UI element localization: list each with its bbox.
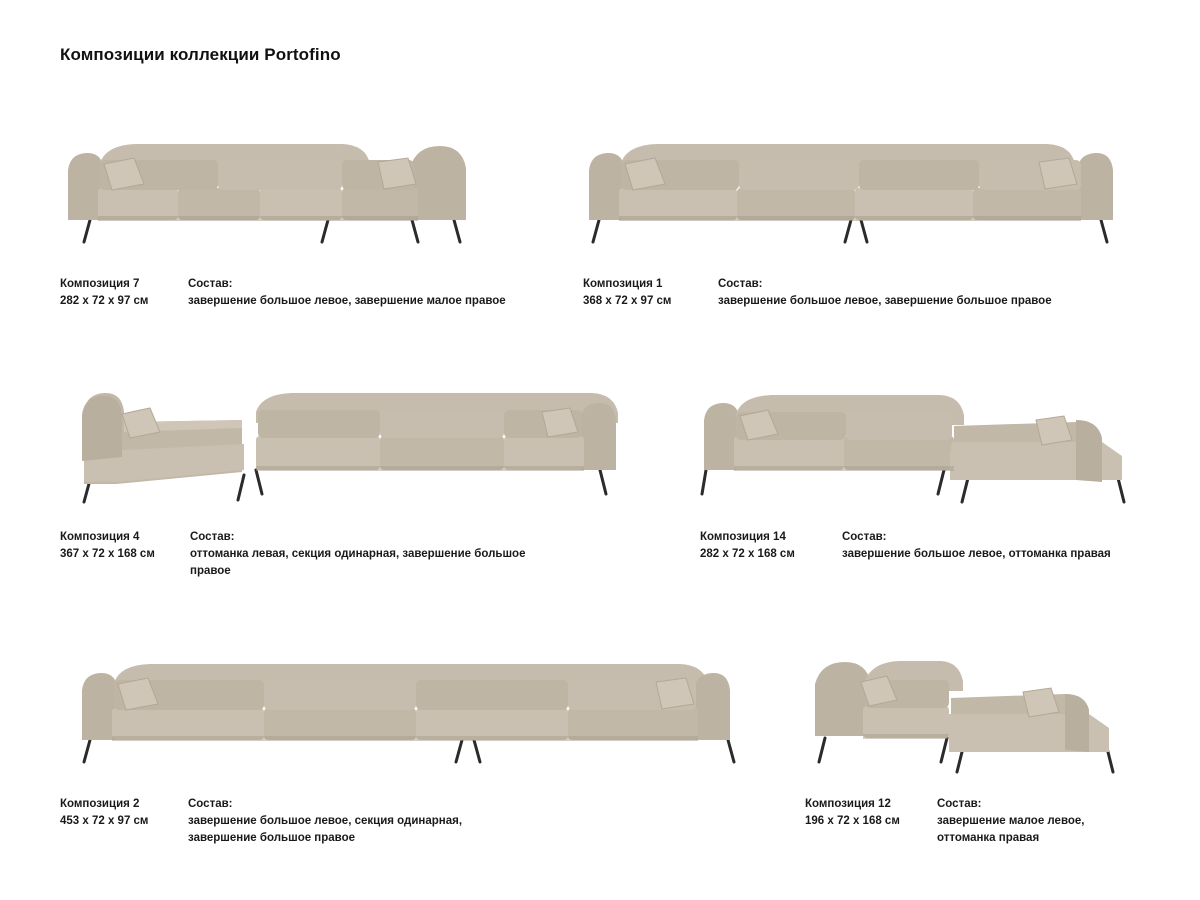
sofa-drawing-comp-12 (805, 650, 1135, 775)
sofa-drawing-comp-14 (700, 370, 1140, 510)
composition-block-2 (60, 650, 760, 847)
composition-dimensions-4: 367 x 72 x 168 см (60, 548, 155, 560)
composition-name-block-4 (60, 529, 190, 563)
composition-illustration-4 (60, 370, 620, 515)
composition-name-block-12 (805, 796, 937, 830)
composition-dimensions-2: 453 x 72 x 97 см (60, 815, 149, 827)
composition-name-1: Композиция 1 (583, 278, 663, 290)
composition-block-4 (60, 370, 620, 580)
composition-illustration-1 (583, 130, 1143, 260)
composition-name-4: Композиция 4 (60, 531, 140, 543)
composition-block-14 (700, 370, 1140, 563)
composition-spec-7: завершение большое левое, завершение малое правое (188, 295, 506, 307)
page-title: Композиции коллекции Portofino (60, 45, 341, 64)
composition-caption-7 (60, 276, 530, 310)
sofa-drawing-comp-2 (60, 650, 750, 775)
composition-dimensions-14: 282 x 72 x 168 см (700, 548, 795, 560)
composition-illustration-7 (60, 130, 530, 260)
composition-illustration-14 (700, 370, 1140, 515)
composition-name-12: Композиция 12 (805, 798, 891, 810)
composition-caption-2 (60, 796, 760, 847)
composition-spec-block-12 (937, 796, 1145, 847)
composition-block-1 (583, 130, 1143, 310)
composition-name-block-14 (700, 529, 842, 563)
composition-block-7 (60, 130, 530, 310)
composition-caption-1 (583, 276, 1143, 310)
composition-spec-block-7 (188, 276, 530, 310)
composition-spec-block-14 (842, 529, 1140, 563)
composition-spec-block-1 (718, 276, 1143, 310)
sofa-drawing-comp-4 (60, 370, 620, 510)
composition-dimensions-7: 282 x 72 x 97 см (60, 295, 149, 307)
composition-caption-12 (805, 796, 1145, 847)
composition-illustration-12 (805, 650, 1145, 780)
composition-name-block-2 (60, 796, 188, 830)
composition-spec-4: оттоманка левая, секция одинарная, завершение большое правое (190, 548, 526, 577)
composition-spec-label-12: Состав: (937, 798, 982, 810)
composition-spec-12: завершение малое левое, оттоманка правая (937, 815, 1085, 844)
sofa-drawing-comp-1 (583, 130, 1123, 255)
composition-spec-14: завершение большое левое, оттоманка правая (842, 548, 1111, 560)
composition-spec-block-2 (188, 796, 760, 847)
composition-name-7: Композиция 7 (60, 278, 140, 290)
composition-name-block-7 (60, 276, 188, 310)
composition-spec-label-2: Состав: (188, 798, 233, 810)
composition-illustration-2 (60, 650, 760, 780)
composition-name-2: Композиция 2 (60, 798, 140, 810)
composition-dimensions-1: 368 x 72 x 97 см (583, 295, 672, 307)
composition-dimensions-12: 196 x 72 x 168 см (805, 815, 900, 827)
composition-spec-label-14: Состав: (842, 531, 887, 543)
composition-name-14: Композиция 14 (700, 531, 786, 543)
composition-caption-4 (60, 529, 620, 580)
composition-spec-1: завершение большое левое, завершение большое правое (718, 295, 1052, 307)
composition-name-block-1 (583, 276, 718, 310)
composition-spec-label-7: Состав: (188, 278, 233, 290)
composition-spec-block-4 (190, 529, 620, 580)
composition-spec-2: завершение большое левое, секция одинарная, завершение большое правое (188, 815, 463, 844)
composition-block-12 (805, 650, 1145, 847)
composition-spec-label-4: Состав: (190, 531, 235, 543)
composition-spec-label-1: Состав: (718, 278, 763, 290)
sofa-drawing-comp-7 (60, 130, 490, 255)
composition-caption-14 (700, 529, 1140, 563)
